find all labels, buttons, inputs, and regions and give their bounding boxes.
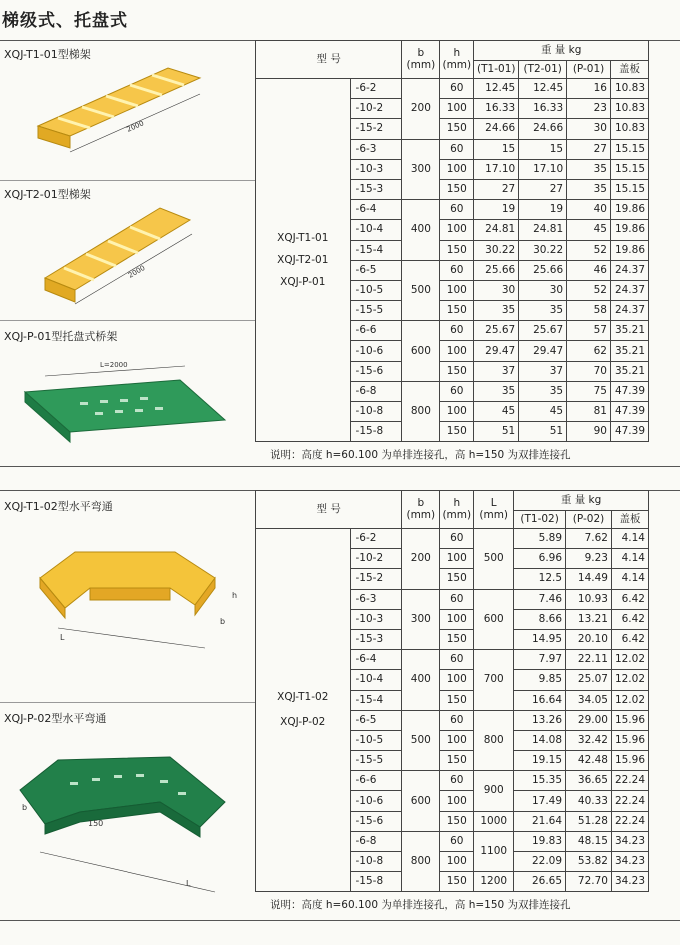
weight-t1-cell: 24.66 <box>474 119 519 139</box>
weight-t1-cell: 30.22 <box>474 240 519 260</box>
size-code-cell: -15-3 <box>350 629 402 649</box>
height-cell: 60 <box>440 139 474 159</box>
width-cell: 200 <box>402 79 440 140</box>
height-cell: 100 <box>440 99 474 119</box>
weight-p-cell: 27 <box>567 139 611 159</box>
weight-c-cell: 47.39 <box>610 402 648 422</box>
weight-p-cell: 29.00 <box>566 710 612 730</box>
width-cell: 400 <box>402 650 440 711</box>
weight-t2-cell: 25.67 <box>519 321 567 341</box>
header2-h: h (mm) <box>440 491 474 529</box>
weight-t2-cell: 51 <box>519 422 567 442</box>
height-cell: 60 <box>440 321 474 341</box>
width-cell: 500 <box>402 260 440 321</box>
length-cell: 900 <box>474 771 514 811</box>
size-code-cell: -10-5 <box>350 730 402 750</box>
weight-c-cell: 10.83 <box>610 119 648 139</box>
weight-p-cell: 32.42 <box>566 730 612 750</box>
weight-p-cell: 35 <box>567 159 611 179</box>
size-code-cell: -15-4 <box>350 240 402 260</box>
t2-01-caption: XQJ-T2-01型梯架 <box>4 188 91 201</box>
weight-p-cell: 48.15 <box>566 831 612 851</box>
size-code-cell: -6-5 <box>350 260 402 280</box>
weight-p-cell: 23 <box>567 99 611 119</box>
header2-model: 型 号 <box>256 491 402 529</box>
weight-c-cell: 35.21 <box>610 361 648 381</box>
weight-t2-cell: 19 <box>519 200 567 220</box>
weight-c-cell: 15.96 <box>611 751 648 771</box>
height-cell: 100 <box>440 791 474 811</box>
model-cell <box>256 529 351 892</box>
weight-p-cell: 30 <box>567 119 611 139</box>
spec-table-1 <box>255 40 649 442</box>
weight-c-cell: 19.86 <box>610 240 648 260</box>
weight-p-cell: 81 <box>567 402 611 422</box>
t2-length-label: 2000 <box>127 263 147 280</box>
bend-height-label: h <box>232 591 238 600</box>
height-cell: 100 <box>440 220 474 240</box>
weight-p-cell: 70 <box>567 361 611 381</box>
header-t1: (T1-01) <box>474 61 519 79</box>
header-p: (P-01) <box>567 61 611 79</box>
model-cell <box>256 79 351 442</box>
width-cell: 800 <box>402 831 440 892</box>
model-name: XQJ-P-01 <box>280 276 326 289</box>
length-cell: 800 <box>474 710 514 771</box>
weight-t1-cell: 15 <box>474 139 519 159</box>
weight-p-cell: 72.70 <box>566 872 612 892</box>
bend-width-label: b <box>220 617 226 626</box>
header2-L: L (mm) <box>474 491 514 529</box>
section1-bottom-rule <box>0 466 680 467</box>
horizontal-bend-p-drawing <box>0 702 255 920</box>
bend-p-length-label: L <box>186 879 191 888</box>
weight-t2-cell: 30.22 <box>519 240 567 260</box>
weight-p-cell: 16 <box>567 79 611 99</box>
header-h: h (mm) <box>440 41 474 79</box>
weight-p-cell: 35 <box>567 179 611 199</box>
weight-t1-cell: 19.83 <box>514 831 566 851</box>
height-cell: 60 <box>440 771 474 791</box>
header-b: b (mm) <box>402 41 440 79</box>
weight-c-cell: 24.37 <box>610 301 648 321</box>
weight-c-cell: 6.42 <box>611 589 648 609</box>
weight-t1-cell: 7.46 <box>514 589 566 609</box>
bend-length-label: L <box>60 633 65 642</box>
header-weight: 重 量 kg <box>474 41 649 61</box>
weight-p-cell: 13.21 <box>566 609 612 629</box>
height-cell: 100 <box>440 670 474 690</box>
size-code-cell: -10-6 <box>350 791 402 811</box>
weight-c-cell: 10.83 <box>610 99 648 119</box>
height-cell: 150 <box>440 569 474 589</box>
t1-01-caption: XQJ-T1-01型梯架 <box>4 48 91 61</box>
weight-t1-cell: 9.85 <box>514 670 566 690</box>
weight-t1-cell: 13.26 <box>514 710 566 730</box>
weight-c-cell: 19.86 <box>610 220 648 240</box>
height-cell: 150 <box>440 119 474 139</box>
weight-t1-cell: 19 <box>474 200 519 220</box>
weight-t1-cell: 8.66 <box>514 609 566 629</box>
width-cell: 200 <box>402 529 440 590</box>
length-cell: 700 <box>474 650 514 711</box>
model-name: XQJ-P-02 <box>280 716 326 729</box>
size-code-cell: -6-3 <box>350 139 402 159</box>
t1-01-panel <box>0 40 255 181</box>
weight-c-cell: 47.39 <box>610 422 648 442</box>
header2-b: b (mm) <box>402 491 440 529</box>
height-cell: 150 <box>440 811 474 831</box>
weight-t1-cell: 21.64 <box>514 811 566 831</box>
weight-t1-cell: 14.95 <box>514 629 566 649</box>
height-cell: 100 <box>440 280 474 300</box>
size-code-cell: -10-2 <box>350 99 402 119</box>
height-cell: 150 <box>440 751 474 771</box>
height-cell: 60 <box>440 79 474 99</box>
size-code-cell: -10-4 <box>350 670 402 690</box>
height-cell: 150 <box>440 422 474 442</box>
size-code-cell: -6-2 <box>350 529 402 549</box>
size-code-cell: -6-4 <box>350 650 402 670</box>
height-cell: 60 <box>440 529 474 549</box>
weight-t1-cell: 12.45 <box>474 79 519 99</box>
width-cell: 400 <box>402 200 440 261</box>
weight-t1-cell: 12.5 <box>514 569 566 589</box>
weight-t1-cell: 17.49 <box>514 791 566 811</box>
weight-p-cell: 25.07 <box>566 670 612 690</box>
weight-t1-cell: 45 <box>474 402 519 422</box>
length-cell: 500 <box>474 529 514 590</box>
weight-t1-cell: 27 <box>474 179 519 199</box>
width-cell: 600 <box>402 771 440 832</box>
weight-p-cell: 62 <box>567 341 611 361</box>
table-row <box>256 529 649 549</box>
size-code-cell: -6-4 <box>350 200 402 220</box>
height-cell: 100 <box>440 341 474 361</box>
height-cell: 60 <box>440 260 474 280</box>
size-code-cell: -6-5 <box>350 710 402 730</box>
width-cell: 600 <box>402 321 440 382</box>
weight-t1-cell: 24.81 <box>474 220 519 240</box>
weight-p-cell: 34.05 <box>566 690 612 710</box>
size-code-cell: -15-6 <box>350 811 402 831</box>
size-code-cell: -15-5 <box>350 301 402 321</box>
weight-c-cell: 22.24 <box>611 791 648 811</box>
p-01-caption: XQJ-P-01型托盘式桥架 <box>4 330 118 343</box>
weight-p-cell: 52 <box>567 280 611 300</box>
page-title: 梯级式、托盘式 <box>2 11 128 31</box>
header-cover: 盖板 <box>610 61 648 79</box>
weight-t1-cell: 5.89 <box>514 529 566 549</box>
height-cell: 150 <box>440 179 474 199</box>
width-cell: 300 <box>402 139 440 200</box>
height-cell: 100 <box>440 549 474 569</box>
weight-t2-cell: 29.47 <box>519 341 567 361</box>
weight-c-cell: 4.14 <box>611 569 648 589</box>
height-cell: 100 <box>440 730 474 750</box>
size-code-cell: -6-3 <box>350 589 402 609</box>
weight-c-cell: 22.24 <box>611 771 648 791</box>
weight-p-cell: 10.93 <box>566 589 612 609</box>
height-cell: 150 <box>440 240 474 260</box>
weight-c-cell: 15.96 <box>611 710 648 730</box>
height-cell: 60 <box>440 710 474 730</box>
height-cell: 60 <box>440 589 474 609</box>
weight-c-cell: 34.23 <box>611 872 648 892</box>
size-code-cell: -15-2 <box>350 119 402 139</box>
size-code-cell: -6-2 <box>350 79 402 99</box>
weight-t1-cell: 30 <box>474 280 519 300</box>
weight-t2-cell: 24.81 <box>519 220 567 240</box>
header2-cover: 盖板 <box>611 511 648 529</box>
weight-p-cell: 9.23 <box>566 549 612 569</box>
weight-t2-cell: 24.66 <box>519 119 567 139</box>
weight-p-cell: 53.82 <box>566 852 612 872</box>
size-code-cell: -15-5 <box>350 751 402 771</box>
weight-c-cell: 15.15 <box>610 179 648 199</box>
bend-p-radius-label: 150 <box>88 819 104 828</box>
horizontal-bend-t1-drawing <box>0 490 255 702</box>
height-cell: 60 <box>440 831 474 851</box>
height-cell: 60 <box>440 650 474 670</box>
weight-p-cell: 45 <box>567 220 611 240</box>
section2-bottom-rule <box>0 920 680 921</box>
weight-t1-cell: 25.66 <box>474 260 519 280</box>
weight-c-cell: 4.14 <box>611 529 648 549</box>
weight-t1-cell: 22.09 <box>514 852 566 872</box>
weight-t2-cell: 37 <box>519 361 567 381</box>
size-code-cell: -10-8 <box>350 402 402 422</box>
width-cell: 800 <box>402 381 440 442</box>
weight-t1-cell: 37 <box>474 361 519 381</box>
width-cell: 300 <box>402 589 440 650</box>
size-code-cell: -10-5 <box>350 280 402 300</box>
weight-t1-cell: 7.97 <box>514 650 566 670</box>
weight-c-cell: 35.21 <box>610 341 648 361</box>
size-code-cell: -6-6 <box>350 321 402 341</box>
width-cell: 500 <box>402 710 440 771</box>
weight-t1-cell: 19.15 <box>514 751 566 771</box>
t1-02-caption: XQJ-T1-02型水平弯通 <box>4 500 113 513</box>
weight-c-cell: 34.23 <box>611 852 648 872</box>
note-2: 说明：高度 h=60.100 为单排连接孔，高 h=150 为双排连接孔 <box>270 899 571 911</box>
weight-c-cell: 12.02 <box>611 690 648 710</box>
weight-p-cell: 51.28 <box>566 811 612 831</box>
height-cell: 60 <box>440 200 474 220</box>
weight-t1-cell: 6.96 <box>514 549 566 569</box>
weight-c-cell: 4.14 <box>611 549 648 569</box>
weight-c-cell: 6.42 <box>611 609 648 629</box>
weight-t1-cell: 51 <box>474 422 519 442</box>
size-code-cell: -10-3 <box>350 159 402 179</box>
size-code-cell: -10-3 <box>350 609 402 629</box>
height-cell: 150 <box>440 301 474 321</box>
weight-c-cell: 47.39 <box>610 381 648 401</box>
t1-02-panel <box>0 490 255 703</box>
weight-p-cell: 40.33 <box>566 791 612 811</box>
p-02-caption: XQJ-P-02型水平弯通 <box>4 712 107 725</box>
size-code-cell: -10-8 <box>350 852 402 872</box>
height-cell: 100 <box>440 159 474 179</box>
weight-p-cell: 57 <box>567 321 611 341</box>
size-code-cell: -15-8 <box>350 422 402 442</box>
weight-p-cell: 75 <box>567 381 611 401</box>
weight-t2-cell: 16.33 <box>519 99 567 119</box>
weight-c-cell: 15.15 <box>610 159 648 179</box>
weight-p-cell: 14.49 <box>566 569 612 589</box>
size-code-cell: -15-3 <box>350 179 402 199</box>
weight-p-cell: 52 <box>567 240 611 260</box>
weight-p-cell: 40 <box>567 200 611 220</box>
size-code-cell: -10-2 <box>350 549 402 569</box>
height-cell: 100 <box>440 609 474 629</box>
weight-c-cell: 34.23 <box>611 831 648 851</box>
weight-t1-cell: 14.08 <box>514 730 566 750</box>
length-cell: 1200 <box>474 872 514 892</box>
size-code-cell: -15-8 <box>350 872 402 892</box>
weight-c-cell: 15.96 <box>611 730 648 750</box>
weight-t2-cell: 27 <box>519 179 567 199</box>
header2-t1: (T1-02) <box>514 511 566 529</box>
height-cell: 150 <box>440 361 474 381</box>
height-cell: 150 <box>440 872 474 892</box>
weight-t1-cell: 29.47 <box>474 341 519 361</box>
weight-t1-cell: 16.64 <box>514 690 566 710</box>
header2-p: (P-02) <box>566 511 612 529</box>
model-name: XQJ-T1-02 <box>277 691 329 703</box>
height-cell: 150 <box>440 629 474 649</box>
note-1: 说明：高度 h=60.100 为单排连接孔，高 h=150 为双排连接孔 <box>270 449 571 461</box>
weight-t2-cell: 30 <box>519 280 567 300</box>
weight-p-cell: 58 <box>567 301 611 321</box>
size-code-cell: -10-4 <box>350 220 402 240</box>
weight-c-cell: 6.42 <box>611 629 648 649</box>
t2-01-panel <box>0 180 255 321</box>
p-01-panel <box>0 320 255 466</box>
weight-p-cell: 42.48 <box>566 751 612 771</box>
weight-c-cell: 15.15 <box>610 139 648 159</box>
weight-t2-cell: 12.45 <box>519 79 567 99</box>
weight-p-cell: 90 <box>567 422 611 442</box>
weight-p-cell: 7.62 <box>566 529 612 549</box>
header2-weight: 重 量 kg <box>514 491 649 511</box>
header-t2: (T2-01) <box>519 61 567 79</box>
weight-c-cell: 35.21 <box>610 321 648 341</box>
weight-c-cell: 24.37 <box>610 280 648 300</box>
model-name: XQJ-T2-01 <box>277 254 329 267</box>
t1-length-label: 2000 <box>125 119 146 134</box>
weight-c-cell: 12.02 <box>611 670 648 690</box>
weight-t2-cell: 25.66 <box>519 260 567 280</box>
size-code-cell: -6-8 <box>350 831 402 851</box>
size-code-cell: -15-2 <box>350 569 402 589</box>
weight-t1-cell: 35 <box>474 301 519 321</box>
size-code-cell: -6-8 <box>350 381 402 401</box>
weight-p-cell: 36.65 <box>566 771 612 791</box>
weight-t1-cell: 15.35 <box>514 771 566 791</box>
spec-table-2 <box>255 490 649 892</box>
weight-t1-cell: 35 <box>474 381 519 401</box>
model-name: XQJ-T1-01 <box>277 232 329 245</box>
length-cell: 600 <box>474 589 514 650</box>
size-code-cell: -10-6 <box>350 341 402 361</box>
weight-t2-cell: 17.10 <box>519 159 567 179</box>
weight-t2-cell: 35 <box>519 381 567 401</box>
weight-t2-cell: 35 <box>519 301 567 321</box>
height-cell: 150 <box>440 690 474 710</box>
size-code-cell: -6-6 <box>350 771 402 791</box>
p-length-label: L=2000 <box>100 361 128 369</box>
weight-c-cell: 24.37 <box>610 260 648 280</box>
height-cell: 60 <box>440 381 474 401</box>
weight-c-cell: 10.83 <box>610 79 648 99</box>
weight-c-cell: 12.02 <box>611 650 648 670</box>
height-cell: 100 <box>440 852 474 872</box>
weight-t2-cell: 15 <box>519 139 567 159</box>
weight-p-cell: 22.11 <box>566 650 612 670</box>
table-row <box>256 79 649 99</box>
length-cell: 1000 <box>474 811 514 831</box>
weight-t2-cell: 45 <box>519 402 567 422</box>
size-code-cell: -15-6 <box>350 361 402 381</box>
p-02-panel <box>0 702 255 920</box>
weight-p-cell: 46 <box>567 260 611 280</box>
length-cell: 1100 <box>474 831 514 871</box>
weight-c-cell: 19.86 <box>610 200 648 220</box>
height-cell: 100 <box>440 402 474 422</box>
size-code-cell: -15-4 <box>350 690 402 710</box>
weight-t1-cell: 25.67 <box>474 321 519 341</box>
weight-t1-cell: 17.10 <box>474 159 519 179</box>
weight-t1-cell: 26.65 <box>514 872 566 892</box>
weight-t1-cell: 16.33 <box>474 99 519 119</box>
weight-c-cell: 22.24 <box>611 811 648 831</box>
bend-p-width-label: b <box>22 803 28 812</box>
weight-p-cell: 20.10 <box>566 629 612 649</box>
header-model: 型 号 <box>256 41 402 79</box>
